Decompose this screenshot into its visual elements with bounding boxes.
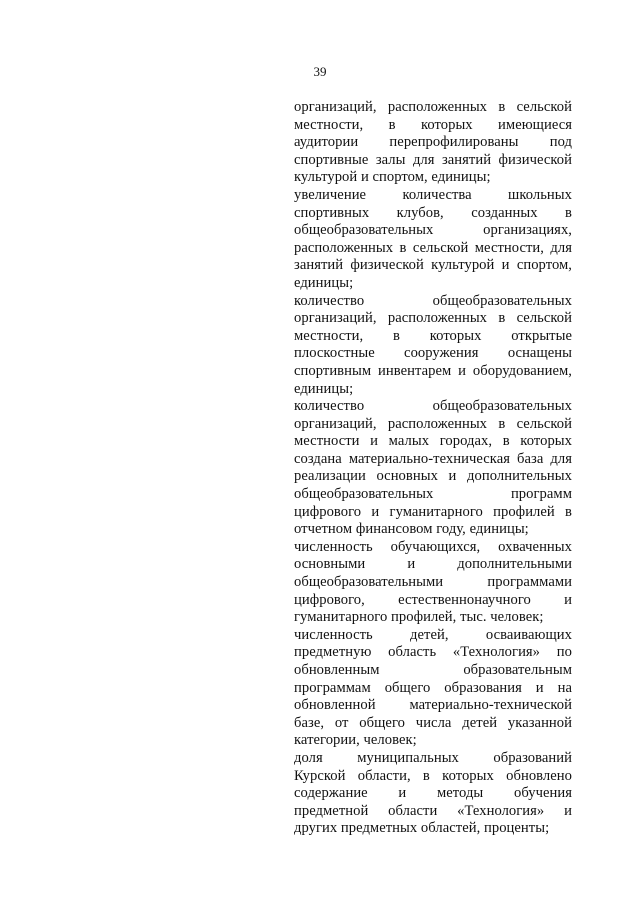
text-line: количество общеобразовательных bbox=[294, 292, 572, 309]
text-line: количество общеобразовательных bbox=[294, 398, 572, 415]
text-line: расположенных в сельской местности, для bbox=[294, 239, 572, 256]
text-line: предметной области «Технология» и bbox=[294, 802, 572, 819]
text-line: общеобразовательных программ bbox=[294, 486, 572, 503]
text-line: основными и дополнительными bbox=[294, 556, 572, 573]
text-line: единицы; bbox=[294, 380, 354, 397]
text-line: отчетном финансовом году, единицы; bbox=[294, 521, 529, 538]
text-line: численность детей, осваивающих bbox=[294, 626, 572, 643]
text-line: цифрового и гуманитарного профилей в bbox=[294, 503, 572, 520]
paragraph bbox=[294, 539, 572, 627]
text-line: местности и малых городах, в которых bbox=[294, 433, 572, 450]
paragraph bbox=[294, 398, 572, 539]
text-line: аудитории перепрофилированы под bbox=[294, 134, 572, 151]
text-line: содержание и методы обучения bbox=[294, 785, 572, 802]
text-line: Курской области, в которых обновлено bbox=[294, 767, 572, 784]
text-line: спортивные залы для занятий физической bbox=[294, 151, 572, 168]
text-line: численность обучающихся, охваченных bbox=[294, 538, 572, 555]
document-body bbox=[294, 99, 572, 838]
text-line: общеобразовательных организациях, bbox=[294, 222, 572, 239]
text-line: местности, в которых открытые bbox=[294, 327, 572, 344]
paragraph bbox=[294, 99, 572, 187]
text-line: других предметных областей, проценты; bbox=[294, 820, 550, 837]
text-line: плоскостные сооружения оснащены bbox=[294, 345, 572, 362]
text-line: спортивных клубов, созданных в bbox=[294, 204, 572, 221]
text-line: гуманитарного профилей, тыс. человек; bbox=[294, 609, 544, 626]
text-line: создана материально-техническая база для bbox=[294, 450, 572, 467]
paragraph bbox=[294, 750, 572, 838]
text-line: доля муниципальных образований bbox=[294, 749, 572, 766]
text-line: предметную область «Технология» по bbox=[294, 644, 572, 661]
text-line: организаций, расположенных в сельской bbox=[294, 310, 572, 327]
text-line: спортивным инвентарем и оборудованием, bbox=[294, 362, 572, 379]
paragraph bbox=[294, 293, 572, 399]
page-number: 39 bbox=[313, 64, 327, 79]
text-line: обновленной материально-технической bbox=[294, 697, 572, 714]
text-line: цифрового, естественнонаучного и bbox=[294, 591, 572, 608]
paragraph bbox=[294, 187, 572, 293]
text-line: категории, человек; bbox=[294, 732, 417, 749]
text-line: программам общего образования и на bbox=[294, 679, 572, 696]
text-line: культурой и спортом, единицы; bbox=[294, 169, 491, 186]
text-line: базе, от общего числа детей указанной bbox=[294, 714, 572, 731]
text-line: увеличение количества школьных bbox=[294, 186, 572, 203]
text-line: занятий физической культурой и спортом, bbox=[294, 257, 572, 274]
text-line: организаций, расположенных в сельской bbox=[294, 415, 572, 432]
paragraph bbox=[294, 627, 572, 750]
text-line: местности, в которых имеющиеся bbox=[294, 116, 572, 133]
text-line: общеобразовательными программами bbox=[294, 574, 572, 591]
text-line: обновленным образовательным bbox=[294, 662, 572, 678]
text-line: единицы; bbox=[294, 274, 354, 291]
text-line: организаций, расположенных в сельской bbox=[294, 99, 572, 115]
text-line: реализации основных и дополнительных bbox=[294, 468, 572, 485]
